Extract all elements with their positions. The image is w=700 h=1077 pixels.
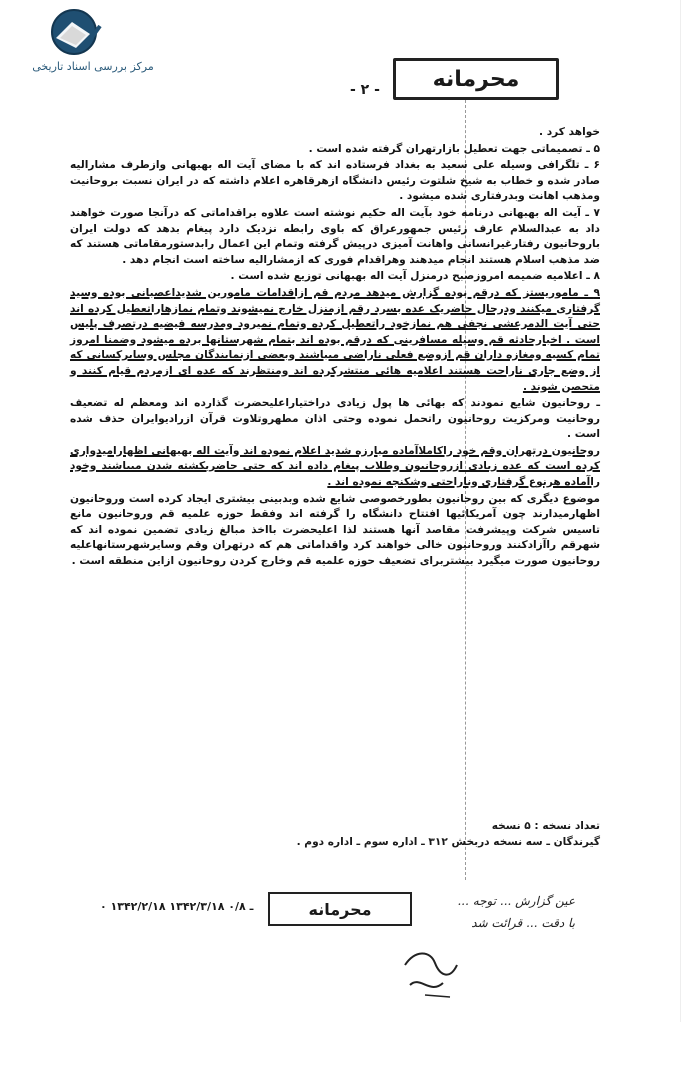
archive-name: مرکز بررسی اسناد تاریخی [32,60,154,73]
recipients: گیرندگان ـ سه نسخه دربخش ۳۱۲ ـ اداره سوم ـ اداره دوم . [296,836,600,848]
copies-value: ۵ نسخه [491,820,531,832]
signature-icon [395,945,465,1005]
paragraph-clergy-readiness: روحانیون درتهران وقم خود راکاملاآماده مبارزه شدید اعلام نموده اند وآیت اله بهبهانی اظهارامیدواری کرده است که عده زیادی ازروحانیون وطلاب پیغام داده اند که حتی حاضربکشته شدن میباشند وخود راآماده هرنوع گرفتاری وناراحتی وشکنجه نموده اند . [70,444,600,489]
handwritten-note [360,890,575,934]
classification-stamp-bottom: محرمانه [268,892,412,926]
page-number: - ۲ - [350,82,380,98]
copies-label: تعداد نسخه : [534,820,600,832]
paragraph-8: ۸ ـ اعلامیه ضمیمه امروزصبح درمنزل آیت اله بهبهانی توزیع شده است . [230,270,600,283]
handwritten-note-line-1: عین گزارش ... توجه ... [457,894,575,908]
document-body [70,125,600,571]
footer-block [70,818,600,850]
archive-logo-icon [42,8,104,60]
classification-stamp: محرمانه [393,58,559,100]
paragraph-6: ۶ ـ تلگرافی وسیله علی سعید به بغداد فرستاده اند که با مضای آیت اله بهبهانی وازطرف مشارالیه صادر شده و خطاب به شیخ شلتوت رئیس دانشگاه ازهرقاهره اعلام داشته که در ایران نسبت بروحانیت ومذهب اهانت وبدرفتاری شده میشود . [70,159,600,203]
paragraph-0: خواهد کرد . [539,126,600,138]
paragraph-7: ۷ ـ آیت اله بهبهانی درنامه خود بآیت اله حکیم نوشته است علاوه براقداماتی که درآنجا صورت خواهند داد به عبدالسلام عارف رئیس جمهورعراق که باوی رابطه نزدیک دارد پیغام بدهد که دولت ایران باروحانیون رفتارغیرانسانی واهانت آمیزی درپیش گرفته وتمام این اعمال رابدستورمقاماتی هستند که ضد مذهب اسلام هستند انجام میدهند وهراقدام فوری که ازمشارالیه ساخته است انجام دهد . [70,206,600,266]
paragraph-rumor: ـ روحانیون شایع نمودند که بهائی ها پول زیادی دراختیاراعلیحضرت گذارده اند ومعظم له تضعیف روحانیت ومرکزیت روحانیون راتحمل نموده وحتی اذان مطهروتلاوت قرآن ازرادیوایران حذف شده است . [70,397,600,441]
handwritten-note-line-2: با دقت ... قرائت شد [471,916,575,930]
paragraph-5: ۵ ـ تصمیماتی جهت تعطیل بازارتهران گرفته شده است . [308,142,600,155]
copies-row [70,818,600,834]
paragraph-9: ۹ ـ ماموریستز که درقم بوده گزارش میدهد مردم قم ازاقدامات مامورین شدیداعصبانی بوده وسید گرفتاری میکنند ودرحال حاضریک عده بسرد رقم ازمنزل خارج نمیشوند وتمام نمازهاراتعطیل کرده اند حتی آیت الدمرعشی نجفی هم نمازخود راتعطیل کرده وتمام نمیرود ومدرسه فیضیه درتصرف پلیس است . اخبارحادثه قم وسیله مسافرینی که درقم بوده اند بتمام شهرستانها برده میشود وضمنا امروز تمام کسبه ومغازه داران قم ازوضع فعلی ناراضی میباشند وبعضی ازنمایندگان مجلس وسایرکسانی که از وضع جاری ناراحت هستند اعلامیه هائی منتشرکرده اند ومنتظرند که عده ای ازمردم قیام کنند و متحصن شوند . [70,286,600,393]
paragraph-other-topic: موضوع دیگری که بین روحانیون بطورخصوصی شایع شده وبدبینی بیشتری ایجاد کرده است وروحانیون اظهارمیدارند چون آمریکائیها افتتاح دانشگاه را گرفته اند وفقط حوزه علمیه قم وروحانیون مانع تاسیس شرکت وپیشرفت مقاصد آنها هستند لذا اعلیحضرت بااخذ مبالغ زیادی تضمین نموده اند که شهرقم راآزادکنند وروحانیون خالی خواهند کرد واقداماتی هم که درتهران وقم وسایرشهرستانهاعلیه روحانیون صورت میگیرد بیشتربرای تضعیف حوزه علمیه قم وخارج کردن روحانیون ازاین منطقه است . [70,492,600,568]
reference-line: ۰ ۱۳۴۲/۲/۱۸ ـ ۰/۸ ۱۳۴۲/۳/۱۸ [100,900,254,913]
